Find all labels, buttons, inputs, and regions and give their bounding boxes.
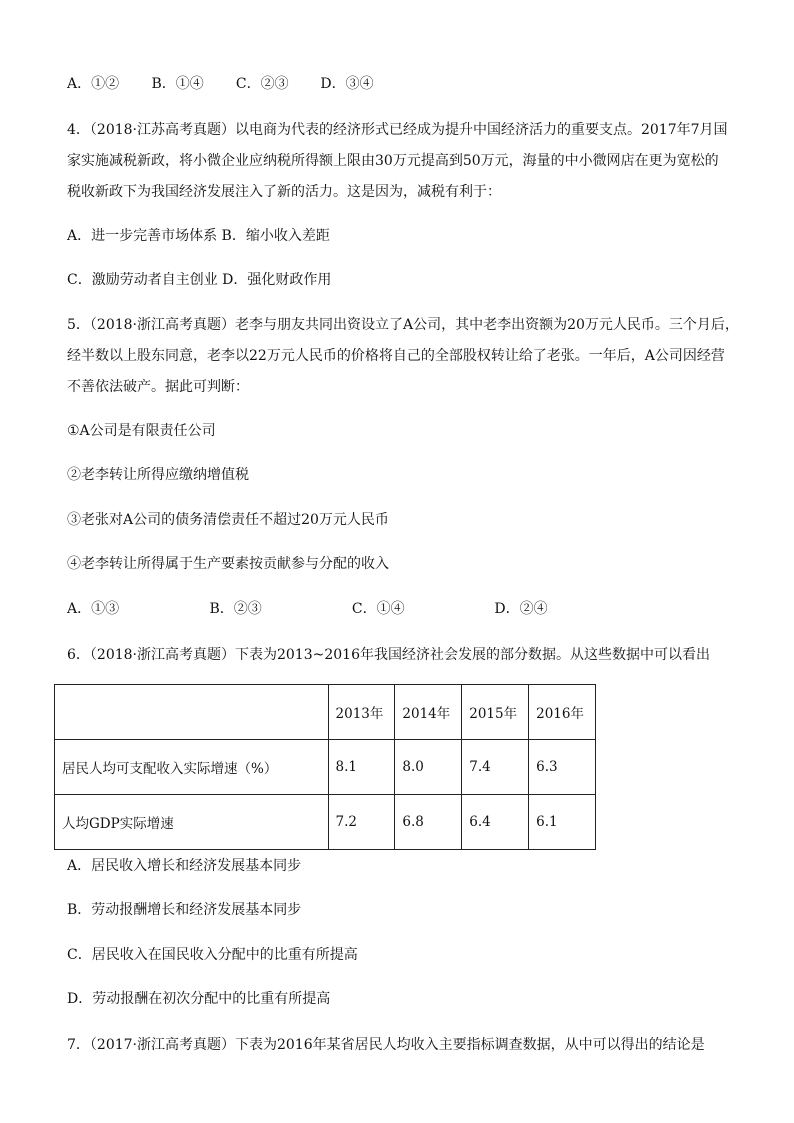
q5-option-a: A．①③ xyxy=(67,601,120,617)
q3-options xyxy=(67,74,374,94)
q5-statement-4: ④老李转让所得属于生产要素按贡献参与分配的收入 xyxy=(67,556,389,572)
q6-option-d: D．劳动报酬在初次分配中的比重有所提高 xyxy=(67,991,331,1007)
table-header-cell xyxy=(55,685,329,740)
table-header-row xyxy=(55,685,596,740)
q6-option-a: A．居民收入增长和经济发展基本同步 xyxy=(67,858,302,874)
table-cell: 6.1 xyxy=(529,795,596,850)
q3-option-a: A．①② xyxy=(67,76,120,92)
q5-statement-1: ①A公司是有限责任公司 xyxy=(67,423,216,439)
table-row xyxy=(55,740,596,795)
q5-stem-line-3: 不善依法破产。据此可判断： xyxy=(67,379,249,395)
q6-option-b: B．劳动报酬增长和经济发展基本同步 xyxy=(67,902,302,918)
q4-stem-line-3: 税收新政下为我国经济发展注入了新的活力。这是因为，减税有利于： xyxy=(67,184,501,200)
table-cell: 6.8 xyxy=(395,795,462,850)
table-cell: 8.0 xyxy=(395,740,462,795)
q3-option-c: C．②③ xyxy=(235,76,289,92)
table-cell: 7.2 xyxy=(328,795,395,850)
table-cell: 6.3 xyxy=(529,740,596,795)
q5-option-c: C．①④ xyxy=(351,601,405,617)
table-header-cell: 2016年 xyxy=(529,685,596,740)
q6-option-c: C．居民收入在国民收入分配中的比重有所提高 xyxy=(67,947,358,963)
table-header-cell: 2015年 xyxy=(462,685,529,740)
table-cell: 7.4 xyxy=(462,740,529,795)
table-cell: 6.4 xyxy=(462,795,529,850)
q5-option-d: D．②④ xyxy=(494,601,548,617)
q4-stem-line-1: 4．（2018·江苏高考真题）以电商为代表的经济形式已经成为提升中国经济活力的重要支点。2017年7月国 xyxy=(67,122,728,138)
q4-options-line-1: A．进一步完善市场体系 B．缩小收入差距 xyxy=(67,228,330,244)
q5-stem-line-1: 5．（2018·浙江高考真题）老李与朋友共同出资设立了A公司，其中老李出资额为20万元人民币。三个月后， xyxy=(67,317,739,333)
q5-option-b: B．②③ xyxy=(209,601,262,617)
table-header-cell: 2014年 xyxy=(395,685,462,740)
q4-options-line-2: C．激励劳动者自主创业 D．强化财政作用 xyxy=(67,272,332,288)
table-cell: 8.1 xyxy=(328,740,395,795)
table-row-label: 居民人均可支配收入实际增速（%） xyxy=(55,740,329,795)
q5-options xyxy=(67,599,548,619)
q5-statement-2: ②老李转让所得应缴纳增值税 xyxy=(67,467,249,483)
q6-stem: 6．（2018·浙江高考真题）下表为2013~2016年我国经济社会发展的部分数据。从这些数据中可以看出 xyxy=(67,647,710,663)
q5-stem-line-2: 经半数以上股东同意，老李以22万元人民币的价格将自己的全部股权转让给了老张。一年后，A公司因经营 xyxy=(67,348,725,364)
q7-stem: 7．（2017·浙江高考真题）下表为2016年某省居民人均收入主要指标调查数据，从中可以得出的结论是 xyxy=(67,1037,705,1053)
q5-statement-3: ③老张对A公司的债务清偿责任不超过20万元人民币 xyxy=(67,512,389,528)
table-header-cell: 2013年 xyxy=(328,685,395,740)
q4-stem-line-2: 家实施减税新政，将小微企业应纳税所得额上限由30万元提高到50万元，海量的中小微网店在更为宽松的 xyxy=(67,153,719,169)
q3-option-d: D．③④ xyxy=(320,76,374,92)
q3-option-b: B．①④ xyxy=(151,76,204,92)
table-row xyxy=(55,795,596,850)
q6-data-table xyxy=(54,684,596,850)
table-row-label: 人均GDP实际增速 xyxy=(55,795,329,850)
